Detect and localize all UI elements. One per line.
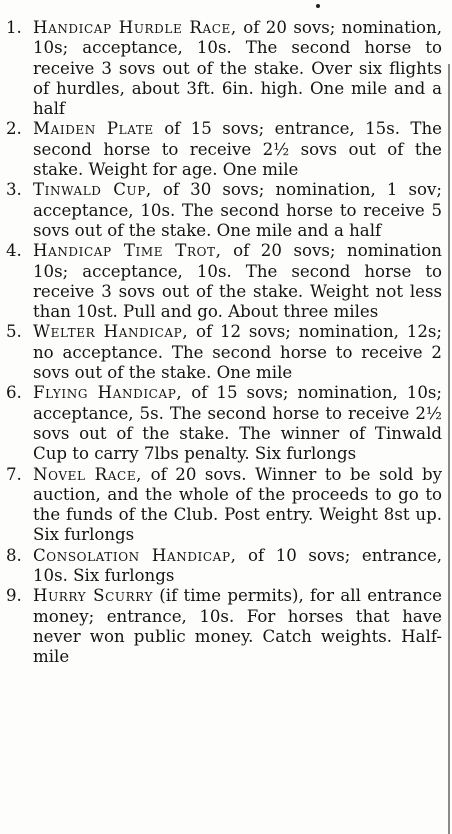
race-name: Maiden Plate (33, 119, 154, 139)
race-programme (6, 18, 442, 668)
race-entry-3 (6, 180, 442, 241)
race-entry-7 (6, 465, 442, 546)
race-conditions: of 10 sovs; entrance, 10s. Six furlongs (33, 545, 442, 586)
printer-dot-mark (316, 4, 320, 8)
race-number: 5. (6, 322, 22, 342)
race-name: Tinwald Cup, (33, 180, 152, 200)
race-conditions: of 15 sovs; entrance, 15s. The second horse to receive 2½ sovs out of the stake. Weight for age. One mile (33, 119, 442, 180)
race-entry-5 (6, 322, 442, 383)
race-number: 8. (6, 545, 22, 565)
race-entry-4 (6, 241, 442, 322)
race-entry-8 (6, 546, 442, 587)
race-entry-1 (6, 18, 442, 119)
race-number: 4. (6, 241, 22, 261)
race-entry-9 (6, 586, 442, 667)
race-name: Handicap Hurdle Race, (33, 18, 237, 37)
race-conditions: of 30 sovs; nomination, 1 sov; acceptance, 10s. The second horse to receive 5 sovs out of the stake. One mile and a half (33, 180, 442, 240)
race-name: Flying Handicap, (33, 383, 183, 403)
race-number: 2. (6, 119, 22, 139)
margin-rule (448, 64, 450, 834)
race-conditions: of 20 sovs. Winner to be sold by auction, and the whole of the proceeds to go to the funds of the Club. Post entry. Weight 8st up. Six furlongs (33, 464, 442, 545)
race-number: 6. (6, 383, 22, 403)
race-name: Consolation Handicap, (33, 545, 237, 565)
race-conditions: of 20 sovs; nomination, 10s; acceptance, 10s. The second horse to receive 3 sovs out of the stake. Over six flights of hurdles, about 3ft. 6in. high. One mile and a half (33, 18, 443, 119)
race-conditions: (if time permits), for all entrance money; entrance, 10s. For horses that have never won public money. Catch weights. Half-mile (33, 586, 442, 667)
race-name: Hurry Scurry (33, 586, 153, 606)
race-conditions: of 20 sovs; nomination 10s; acceptance, 10s. The second horse to receive 3 sovs out of the stake. Weight not less than 10st. Pull and go. About three miles (33, 241, 442, 322)
race-number: 1. (6, 18, 22, 37)
race-number: 9. (6, 586, 22, 606)
race-entry-6 (6, 383, 442, 464)
race-entry-2 (6, 119, 442, 180)
race-conditions: of 12 sovs; nomination, 12s; no acceptance. The second horse to receive 2 sovs out of the stake. One mile (33, 322, 442, 383)
race-name: Welter Handicap, (33, 322, 189, 342)
race-number: 7. (6, 464, 22, 484)
race-number: 3. (6, 180, 22, 200)
race-conditions: of 15 sovs; nomination, 10s; acceptance, 5s. The second horse to receive 2½ sovs out of the stake. The winner of Tinwald Cup to carry 7lbs penalty. Six furlongs (33, 383, 442, 464)
race-name: Handicap Time Trot, (33, 241, 222, 261)
race-name: Novel Race, (33, 464, 143, 484)
